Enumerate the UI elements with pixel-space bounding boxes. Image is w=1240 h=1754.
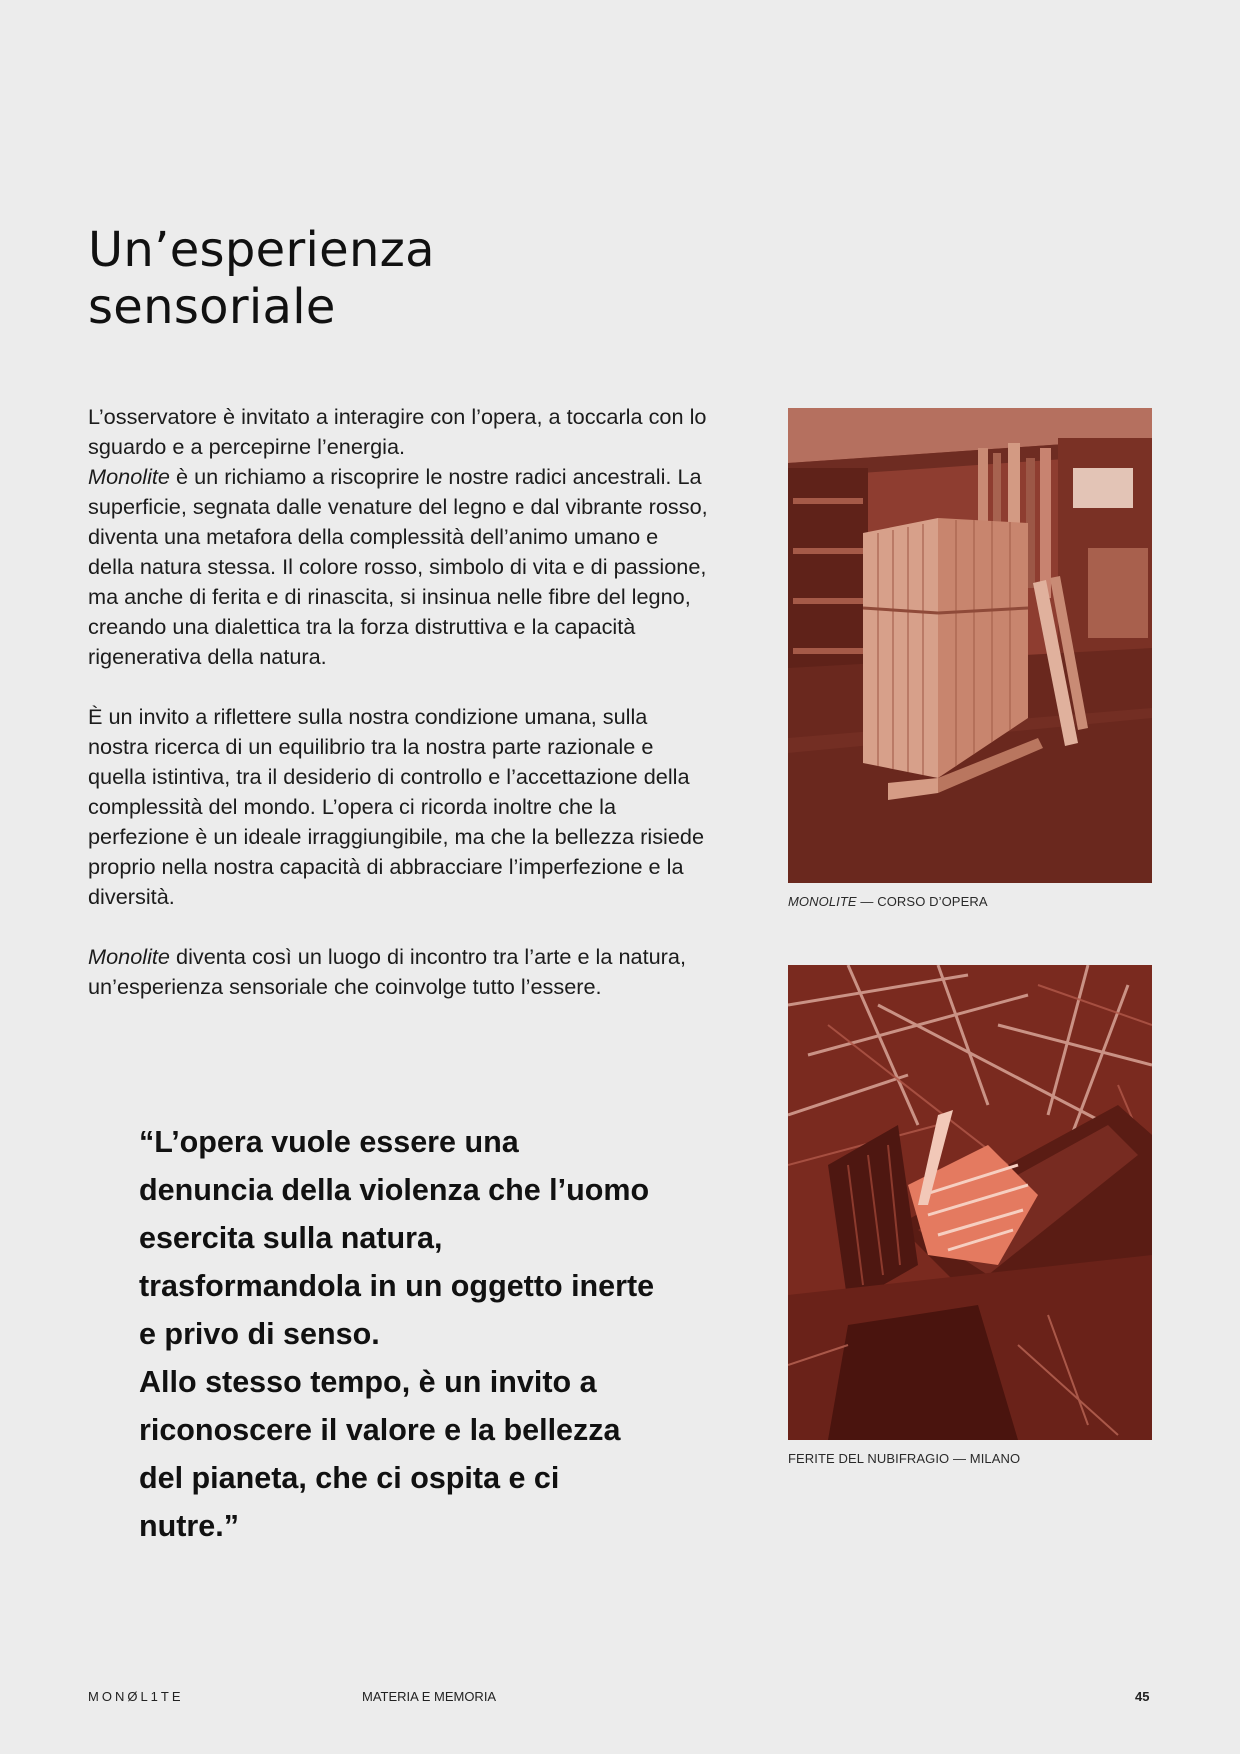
footer-logo: MONØL1TE [88,1689,184,1704]
paragraph-2: È un invito a riflettere sulla nostra condizione umana, sulla nostra ricerca di un equilibrio tra la nostra parte razionale e quella istintiva, tra il desiderio di controllo e l’accettazione della complessità del mondo. L’opera ci ricorda inoltre che la perfezione è un ideale irraggiungibile, ma che la bellezza risiede proprio nella nostra capacità di abbracciare l’imperfezione e la diversità. [88,704,705,909]
pull-quote-part-2: Allo stesso tempo, è un invito a riconoscere il valore e la bellezza del pianeta, che ci ospita e ci nutre.” [139,1365,621,1543]
photo-1-caption-separator: — [856,894,878,909]
page-title-line-2: sensoriale [88,279,336,335]
pull-quote [139,1118,659,1550]
page-title [88,222,708,336]
photo-2-caption-subtitle: MILANO [969,1451,1021,1466]
pull-quote-part-1: “L’opera vuole essere una denuncia della violenza che l’uomo esercita sulla natura, trasformandola in un oggetto inerte e privo di senso. [139,1125,655,1351]
page-title-line-1: Un’esperienza [88,222,435,278]
paragraph-3-title: Monolite [88,944,170,969]
page-number: 45 [1135,1689,1150,1704]
photo-2-caption-title: FERITE DEL NUBIFRAGIO [788,1451,950,1466]
paragraph-1-rest: è un richiamo a riscoprire le nostre radici ancestrali. La superficie, segnata dalle venature del legno e dal vibrante rosso, diventa una metafora della complessità dell’animo umano e della natura stessa. Il colore rosso, simbolo di vita e di passione, ma anche di ferita e di rinascita, si insinua nelle fibre del legno, creando una dialettica tra la forza distruttiva e la capacità rigenerativa della natura. [88,464,708,669]
photo-2-caption-separator: — [949,1451,970,1466]
paragraph-3-rest: diventa così un luogo di incontro tra l’arte e la natura, un’esperienza sensoriale che coinvolge tutto l’essere. [88,944,686,999]
paragraph-3 [88,942,708,1002]
photo-1-caption-subtitle: CORSO D’OPERA [877,894,988,909]
paragraph-1-title: Monolite [88,464,170,489]
paragraph-1-intro: L’osservatore è invitato a interagire con l’opera, a toccarla con lo sguardo e a percepirne l’energia. [88,404,707,459]
photo-2-caption [788,1451,1020,1466]
photo-1-caption-title: MONOLITE [788,894,857,909]
monolite-workshop-photo [788,408,1152,883]
footer-section-title: MATERIA E MEMORIA [362,1689,497,1704]
paragraph-1 [88,402,708,672]
fallen-tree-photo [788,965,1152,1440]
body-text [88,402,708,1032]
photo-1-caption [788,894,988,909]
